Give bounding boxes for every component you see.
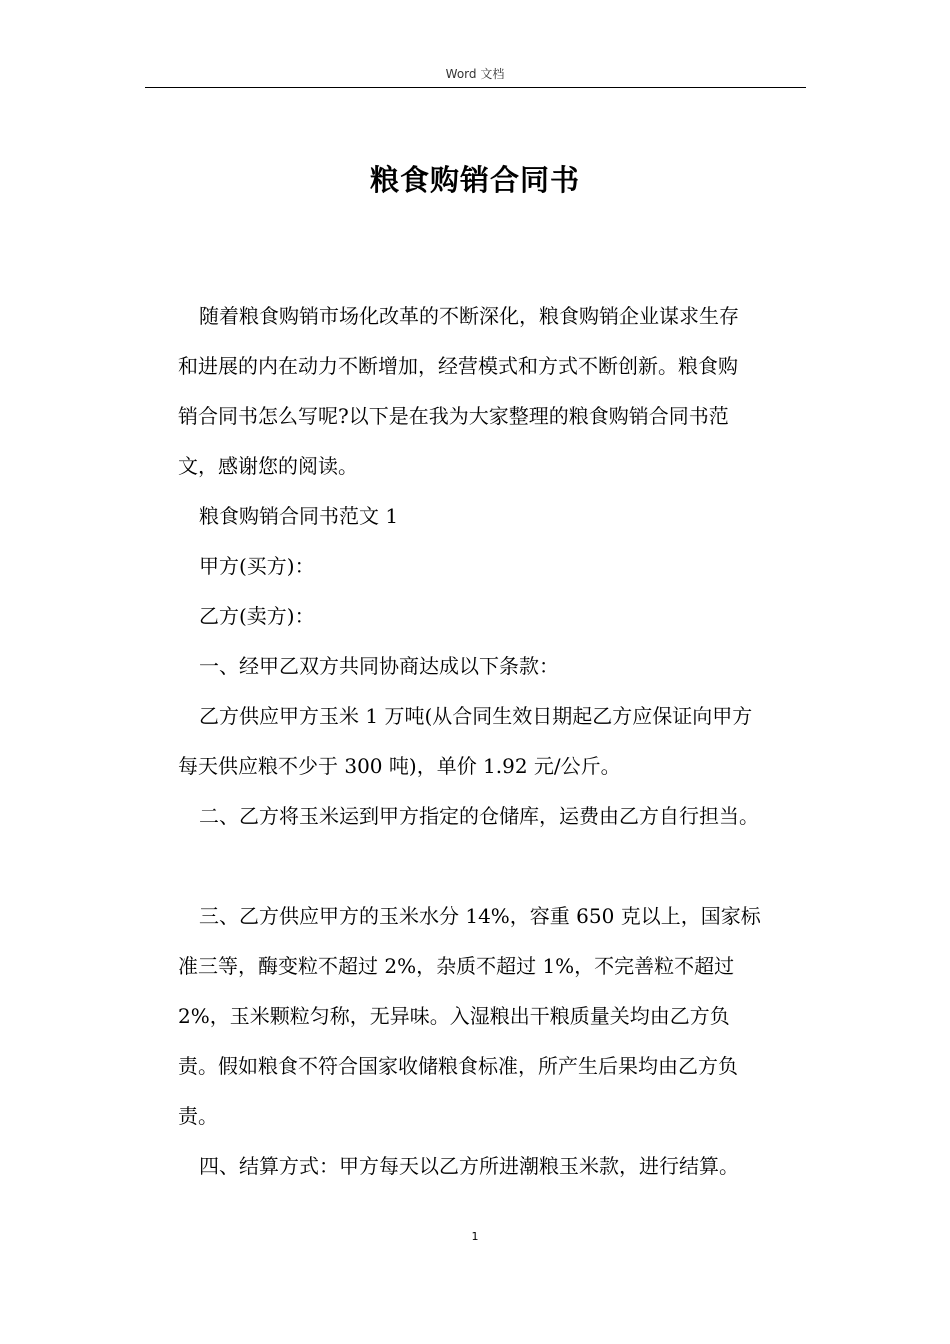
clause-three-line: 责。假如粮食不符合国家收储粮食标准，所产生后果均由乙方负: [178, 1054, 738, 1078]
supply-line: 每天供应粮不少于 300 吨)，单价 1.92 元/公斤。: [178, 754, 621, 778]
clause-three-line: 准三等，酶变粒不超过 2%，杂质不超过 1%，不完善粒不超过: [178, 954, 735, 978]
intro-line: 文，感谢您的阅读。: [178, 454, 358, 478]
party-b-line: 乙方(卖方)：: [199, 604, 315, 628]
sample-heading: 粮食购销合同书范文 1: [199, 504, 399, 528]
intro-line: 随着粮食购销市场化改革的不断深化，粮食购销企业谋求生存: [199, 304, 739, 328]
supply-line: 乙方供应甲方玉米 1 万吨(从合同生效日期起乙方应保证向甲方: [199, 704, 753, 728]
page-number: 1: [471, 1230, 479, 1243]
document-title: 粮食购销合同书: [369, 163, 580, 197]
clause-three-line: 责。: [178, 1104, 218, 1128]
document-body: [178, 291, 812, 1191]
party-a-line: 甲方(买方)：: [199, 554, 315, 578]
page-header: Word 文档: [445, 67, 505, 81]
clause-four: 四、结算方式：甲方每天以乙方所进潮粮玉米款，进行结算。: [199, 1154, 739, 1178]
header-divider: [145, 87, 806, 88]
clause-three-line: 三、乙方供应甲方的玉米水分 14%，容重 650 克以上，国家标: [199, 904, 761, 928]
clause-three-line: 2%，玉米颗粒匀称，无异味。入湿粮出干粮质量关均由乙方负: [178, 1004, 730, 1028]
clause-two: 二、乙方将玉米运到甲方指定的仓储库，运费由乙方自行担当。: [199, 804, 759, 828]
paragraph-gap: [178, 841, 812, 891]
clause-one: 一、经甲乙双方共同协商达成以下条款：: [199, 654, 559, 678]
intro-line: 销合同书怎么写呢?以下是在我为大家整理的粮食购销合同书范: [178, 404, 729, 428]
intro-line: 和进展的内在动力不断增加，经营模式和方式不断创新。粮食购: [178, 354, 738, 378]
